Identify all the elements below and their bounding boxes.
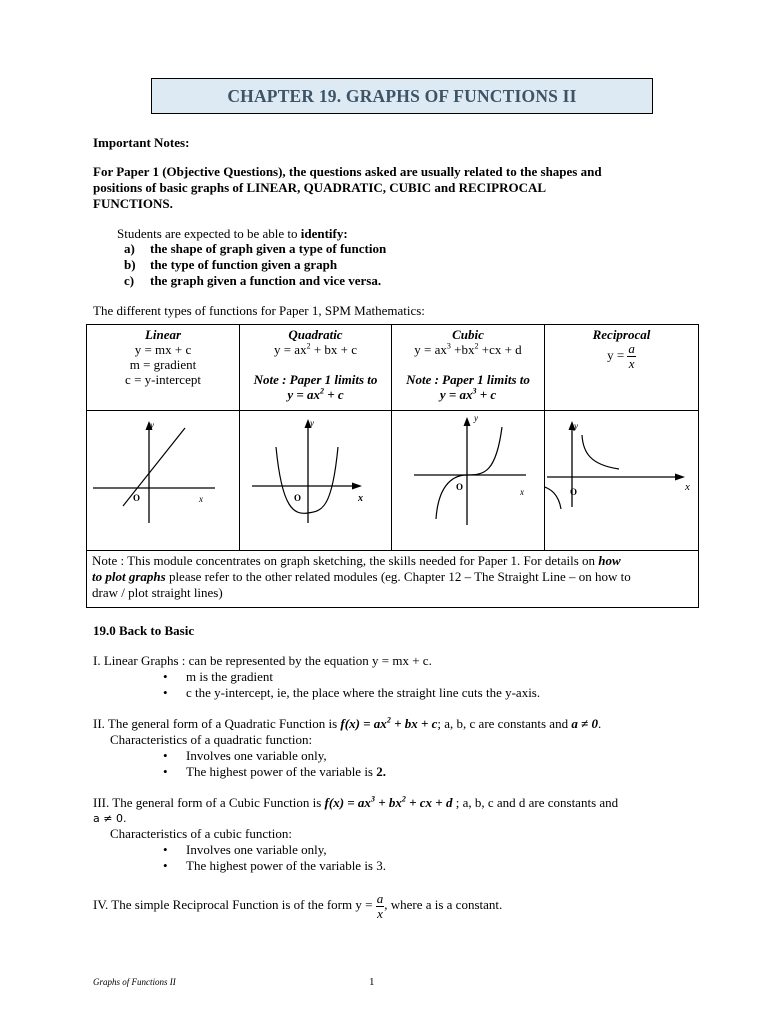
fraction <box>627 342 636 371</box>
table-row-note <box>87 551 699 608</box>
cell-reciprocal <box>545 325 699 411</box>
linear-equation: y = mx + c <box>134 342 192 357</box>
superscript: 3 <box>370 794 375 804</box>
text: IV. The simple Reciprocal Function is of the form y = <box>93 897 376 912</box>
text: ; a, b, c are constants and <box>437 716 572 731</box>
cubic-graph <box>392 411 544 546</box>
reciprocal-heading: Reciprocal <box>592 327 651 342</box>
origin-label: O <box>456 482 464 492</box>
formula: + bx + c <box>390 716 438 731</box>
identify-intro-text: Students are expected to be able to <box>117 226 301 241</box>
quadratic-bullet-2 <box>186 764 386 780</box>
formula: + cx + d <box>405 795 453 810</box>
cubic-condition: a ≠ 0. <box>93 812 127 825</box>
reciprocal-equation <box>545 342 698 371</box>
cubic-characteristics: Characteristics of a cubic function: <box>110 826 292 841</box>
text: The highest power of the variable is <box>186 764 377 779</box>
superscript: 2 <box>474 341 479 351</box>
formula: f(x) = ax <box>340 716 387 731</box>
x-label: x <box>520 487 524 497</box>
cell-reciprocal-graph <box>545 411 699 551</box>
table-row-equations <box>87 325 699 411</box>
superscript: 2 <box>386 715 391 725</box>
item-text: the graph given a function and vice versa. <box>150 273 382 288</box>
text: , where a is a constant. <box>384 897 503 912</box>
item-text: the type of function given a graph <box>150 257 338 272</box>
denominator: x <box>628 356 635 371</box>
identify-item-c <box>124 273 382 289</box>
identify-intro <box>117 226 348 242</box>
quadratic-graph <box>240 411 391 546</box>
origin-label: O <box>133 493 141 503</box>
origin-label: O <box>294 493 302 503</box>
x-label: x <box>685 481 690 493</box>
cubic-bullet-1: • Involves one variable only, <box>186 842 327 858</box>
cubic-intro <box>93 795 618 811</box>
eq-part: + bx + c <box>310 342 358 357</box>
eq-part: +cx + d <box>478 342 522 357</box>
table-row-graphs <box>87 411 699 551</box>
item-text: the shape of graph given a type of function <box>150 241 387 256</box>
formula: f(x) = ax <box>324 795 371 810</box>
y-label: y <box>310 418 314 428</box>
page-number: 1 <box>369 976 375 988</box>
cell-linear-graph <box>87 411 240 551</box>
numerator: a <box>628 341 635 356</box>
eq-part: y = ax <box>439 387 473 402</box>
eq-part: +bx <box>450 342 475 357</box>
types-intro: The different types of functions for Paper 1, SPM Mathematics: <box>93 303 425 318</box>
text: . <box>597 716 602 731</box>
y-label: y <box>150 420 154 430</box>
item-label: c) <box>124 273 135 288</box>
eq-part: + c <box>476 387 497 402</box>
linear-heading: Linear <box>144 327 182 342</box>
x-axis-arrow <box>675 474 685 481</box>
linear-intercept: c = y-intercept <box>125 372 201 387</box>
item-label: b) <box>124 257 136 272</box>
x-label: x <box>199 494 203 504</box>
quadratic-note: Note : Paper 1 limits to <box>253 372 378 387</box>
fraction <box>376 892 385 921</box>
quadratic-heading: Quadratic <box>288 327 343 342</box>
y-label: y <box>474 413 478 423</box>
note-emphasis: to plot graphs <box>92 569 166 584</box>
reciprocal-graph <box>545 411 698 546</box>
quadratic-bullet-1: • Involves one variable only, <box>186 748 327 764</box>
cell-quadratic <box>240 325 392 411</box>
identify-word: identify: <box>300 226 348 241</box>
denominator: x <box>377 905 383 921</box>
note-text: please refer to the other related modules (eg. Chapter 12 – The Straight Line – on how to <box>165 569 631 584</box>
text: II. The general form of a Quadratic Function is <box>93 716 341 731</box>
text: III. The general form of a Cubic Function is <box>93 795 325 810</box>
linear-bullet-1: • m is the gradient <box>186 669 273 685</box>
note-text: Note : This module concentrates on graph sketching, the skills needed for Paper 1. For details on <box>92 553 599 568</box>
quadratic-characteristics: Characteristics of a quadratic function: <box>110 732 313 747</box>
reciprocal-curve-q1 <box>582 435 619 469</box>
paper1-note-line-1: For Paper 1 (Objective Questions), the questions asked are usually related to the shapes and <box>93 164 602 179</box>
identify-item-b <box>124 257 338 273</box>
cubic-limit <box>392 387 544 402</box>
identify-item-a <box>124 241 387 257</box>
quadratic-equation <box>240 342 391 357</box>
quadratic-intro <box>93 716 601 732</box>
origin-label: O <box>570 487 578 497</box>
linear-gradient: m = gradient <box>129 357 197 372</box>
note-emphasis: how <box>598 553 621 568</box>
footer-title: Graphs of Functions II <box>93 977 176 987</box>
eq-part: y = ax <box>287 387 320 402</box>
cell-quadratic-graph <box>240 411 392 551</box>
note-text: draw / plot straight lines) <box>92 585 223 600</box>
superscript: 3 <box>472 386 477 396</box>
cell-linear <box>87 325 240 411</box>
emphasis: 2. <box>376 764 386 779</box>
x-label: x <box>358 493 363 504</box>
cubic-equation <box>392 342 544 357</box>
linear-bullet-2: • c the y-intercept, ie, the place where the straight line cuts the y-axis. <box>186 685 540 701</box>
numerator: a <box>376 890 384 906</box>
cell-cubic-graph <box>392 411 545 551</box>
eq-part: + c <box>324 387 344 402</box>
cubic-bullet-2: • The highest power of the variable is 3. <box>186 858 386 874</box>
module-note <box>87 551 699 608</box>
superscript: 2 <box>320 386 324 396</box>
formula: + bx <box>374 795 402 810</box>
chapter-title-box <box>151 78 653 114</box>
linear-intro: I. Linear Graphs : can be represented by the equation y = mx + c. <box>93 653 432 668</box>
superscript: 2 <box>401 794 406 804</box>
eq-part: y = ax <box>414 342 447 357</box>
text: ; a, b, c and d are constants and <box>452 795 619 810</box>
cell-cubic <box>392 325 545 411</box>
eq-part: y = <box>607 347 628 363</box>
condition: a ≠ 0 <box>571 716 598 731</box>
quadratic-limit <box>240 387 391 402</box>
cubic-curve <box>436 427 502 519</box>
superscript: 3 <box>446 341 451 351</box>
y-axis-arrow <box>464 417 471 426</box>
section-heading: 19.0 Back to Basic <box>93 623 195 638</box>
item-label: a) <box>124 241 135 256</box>
function-types-table <box>86 324 699 608</box>
paper1-note-line-3: FUNCTIONS. <box>93 196 173 211</box>
y-label: y <box>574 421 578 431</box>
reciprocal-curve-q3 <box>545 485 561 509</box>
page-title: CHAPTER 19. GRAPHS OF FUNCTIONS II <box>227 85 577 106</box>
x-axis-arrow <box>352 483 362 490</box>
linear-graph <box>87 411 239 546</box>
important-notes-heading: Important Notes: <box>93 135 190 150</box>
parabola-curve <box>276 447 338 513</box>
cubic-heading: Cubic <box>452 327 484 342</box>
reciprocal-intro <box>93 890 502 921</box>
cubic-note: Note : Paper 1 limits to <box>406 372 530 387</box>
superscript: 2 <box>306 341 311 351</box>
eq-part: y = ax <box>273 342 307 357</box>
paper1-note-line-2: positions of basic graphs of LINEAR, QUADRATIC, CUBIC and RECIPROCAL <box>93 180 547 195</box>
